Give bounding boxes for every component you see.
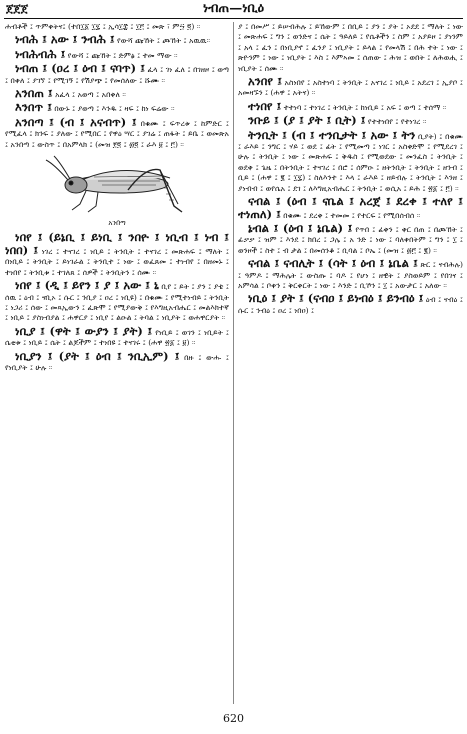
entry-body: ዕብ ፤ ናብዕ ፤ ሱር ፤ ንብዕ ፤ ዐረ ፤ ነበዐ) ፤ <box>238 295 463 315</box>
entry-body: ሐብቶች ፤ ጥምቀትና፤ (ተበ፲፩ ፲፯ ፤ ኢሳ፲፰ ፤ ፲፫ ፤ መጽ ፣ ም፵ ፬) ። <box>5 22 201 31</box>
locust-illustration <box>5 154 229 216</box>
entry-body: ቢየ ፤ ይት ፤ ያን ፤ ያቴ ፤ ሰዉ ፤ ዕብ ፤ ናቢኦ ፤ ሱር ፤ ንቢያ ፤ ዐረ ፤ ነቢዩ) ፤ በቁሙ ፤ የሚተነብይ ፤ ትንቢት ፤ ነጋሪ ፤ ሰው ፤ መጻኢውን ፤ ፈጽሞ ፤ የሚያውቅ ፤ የእግዚአብሔር ፤ መልእክተኛ ፤ ነቢይ ፤ ያስነብያል ፤ ሐዋርያ ፤ ነቢየ ፤ ልዑል ፤ ትባል ፤ ነቢያት ፤ ወሐዋርያት ። <box>5 282 229 323</box>
dictionary-entry <box>5 46 229 61</box>
entry-headword: አንበጠ ፤ <box>15 86 53 101</box>
dictionary-entry <box>5 88 229 100</box>
dictionary-entry <box>5 348 229 374</box>
entry-headword: ናብል ፤ ናብሊት ፤ (ሳት ፤ ዕብ ፤ ኔቤል ፤ <box>248 256 418 271</box>
entry-body: የነቢይ ፤ ወገን ፤ ነቢይት ፤ ሴቲቱ ፤ ነቢይ ፤ ሴት ፤ ልጆችም ፤ ተነበዩ ፤ ተናገሩ ፤ (ሐዋ ፳፩ ፤ ፱) ። <box>5 327 229 348</box>
dictionary-entry <box>238 196 463 221</box>
dictionary-entry <box>5 22 229 32</box>
entry-headword: ነብጠ ፤ (ዐረ ፤ ዕብ ፤ ናባጥ) ፤ <box>15 61 145 76</box>
column-divider <box>233 22 234 704</box>
dictionary-entry <box>5 323 229 349</box>
dictionary-entry <box>238 127 463 194</box>
entry-headword: ናብል ፤ (ዕብ ፤ ናቤል ፤ አረጀ ፤ ደረቀ ፤ ተለየ ፤ ተነጠለ) ፤ <box>238 194 463 221</box>
entry-headword: ትንቢት ፤ (ብ ፤ ተንቢታት ፤ አው ፤ ትን <box>248 127 416 142</box>
entry-headword: አንበየ ፤ <box>248 74 282 89</box>
entry-body: የጥበ ፤ ፊቀን ፤ ቀር በጠ ፤ በጮኸት ፤ ፊቃቃ ፤ ዝም ፤ እንደ ፤ ክበረ ፤ ጋሌ ፤ አ ንድ ፤ ነው ፤ ባለቀበትም ፤ ግን ፤ ፲ ፤ ወንዞች ፤ ስተ ፤ ብ ታል ፤ በመሰንቆ ፤ ቢባል ፤ ቦኤ ፤ (መዝ ፤ ፴፫ ፤ ፪) ። <box>238 224 463 255</box>
dictionary-entry <box>5 114 229 150</box>
entry-headword: ነቢዕ ፤ ያት ፤ (ናብዐ ፤ ይነብዕ ፤ ይንብዕ ፤ <box>248 291 424 306</box>
entry-headword: አንበጣ ፤ (ብ ፤ አናብጥ) ፤ <box>15 114 137 129</box>
dictionary-entry <box>238 293 463 316</box>
entry-body: ቢያት) ፤ በቁሙ ፤ ራእይ ፤ ንግር ፤ ሃይ ፤ ወደ ፤ ፊት ፤ የሚመጣ ፤ ነገር ፤ አስቀድሞ ፤ የሚደረገ ፤ ሁሉ ፤ ትንቢት ፤ ነው ፤ መጽሐፍ ፤ ቅዱስ ፤ የሚወደው ፤ መንፈስ ፤ ትንቢት ፤ ወደቀ ፤ ጌዜ ፤ በትንቢት ፤ ተናገረ ፤ በሮ ፤ ሰምዑ ፤ ዘትንቢት ፤ ትንቢት ፤ ዘንብ ፤ ቢይ ፤ (ሐዋ ፤ ፪ ፤ ፲፯) ፤ ስለእንተ ፤ እላ ፤ ራእይ ፤ ዘይብሉ ፤ ትንቢት ፤ እንዘ ፤ ያነብብ ፤ ወየሴአ ፤ ደገ ፤ ለእግዚአብሔር ፤ ትንቢት ፤ ወሲአ ፤ ይሕ ፤ ፳፩ ፤ ፫) ። <box>238 131 463 193</box>
entry-headword: ንቡይ ፤ (ያ ፤ ያት ፤ ቢት) ፤ <box>248 113 366 128</box>
entry-body: ያ ፤ በመሥ ፤ ይሠብሕሉ ፤ ይኸውም ፤ በቢይ ፤ ያን ፤ ያት ፤ ኦደደ ፤ ማለት ፤ ነው ፤ መጽሐፍ ፤ ግን ፤ ወንድና ፤ ሴት ፤ ዓይለይ ፤ የሴቶችን ፤ ስም ፤ አያይዞ ፤ ያነንም ፤ አላ ፤ ፈን ፤ በነቢያኖ ፤ ፈንያ ፤ ነቢያት ፤ ይላል ፤ የመላሽ ፤ በሕ ተት ፤ ነው ፤ ጽዮንም ፤ ነው ፤ ነቢያት ፤ እስ ፤ እምኣመ ፤ ሰጠው ፤ ሕዝ ፤ ወበት ፤ ለሕወሒ ፤ ነቢያት ፤ ሰሙ ። <box>238 22 463 73</box>
entry-body: ፈላ ፤ ገነ ፈለ ፤ በገዘዞ ፤ ወጣ ፤ በቀለ ፤ ያገኘ ፤ የሚገኝ ፤ የሽያጭ ፤ የመሰለው ፤ ሹሙ ። <box>5 65 229 85</box>
entry-headword: ነቢያን ፤ (ያት ፤ ዕብ ፤ ንቢኢም) ፤ <box>15 348 180 363</box>
running-head: ነብጠ—ነቢዕ <box>202 1 265 16</box>
dictionary-entry <box>5 63 229 86</box>
dictionary-entry <box>238 220 463 256</box>
header-rule <box>4 18 463 19</box>
entry-headword: ነበየ ፤ (ዲ ፤ ይየን ፤ ያ ፤ አው ፤ ኒ <box>15 278 159 293</box>
dictionary-entry <box>5 34 229 46</box>
locust-icon <box>42 154 192 216</box>
dictionary-entry <box>5 102 229 114</box>
page-header <box>0 0 467 18</box>
dictionary-entry <box>238 258 463 291</box>
page-number: 620 <box>223 712 244 725</box>
entry-body: የውሻ ጩኸት ፤ ጮኸት ፤ አዉዉ። <box>117 36 211 46</box>
entry-body: በቁሙ ፤ ደረቀ ፤ ተመመ ፤ የተርፍ ፤ የሚበሰብሰ ። <box>283 210 421 220</box>
entry-headword: ነበየ ፤ (ይኔቢ ፤ ይነቢ ፤ ንበዮ ፤ ነቢብ ፤ ነብ ፤ ነበበ) ፤ <box>5 230 229 257</box>
right-column <box>238 22 463 704</box>
entry-body: ጽር ፤ ናብሕሉ) ፤ ዓምዶ ፤ ማሕሌት ፤ ውስጡ ፤ ባዶ ፤ የሆነ ፤ ዘዊት ፤ ያስወይም ፤ የበገና ፤ አምሳል ፤ ቦቀን ፤ ቅርቀርት ፤ ነው ፤ እንድ ፤ ቢኾን ፤ ፲ ፤ አውታር ፤ አለው ። <box>238 260 463 290</box>
entry-body: ነገረ ፤ ተናገረ ፤ ነቢይ ፤ ትንቢት ፤ ተናገረ ፤ መጽሐፍ ፤ ማለት ፤ በነቢይ ፤ ትንቢት ፤ ይነገራል ፤ ትንቢተ ፤ ነው ፤ ወፈጸመ ፤ ተነብየ ፤ በዘመኑ ፤ ተነበየ ፤ ትንቢቱ ፤ ተገለጸ ፤ ሰዎች ፤ ትንቢትን ፤ ሰሙ ። <box>5 246 229 277</box>
dictionary-entry <box>238 115 463 127</box>
dictionary-entry <box>238 98 463 113</box>
entry-headword: ተነበየ ፤ <box>248 98 282 113</box>
entry-body: በቁሙ ፤ ፍጥረቱ ፤ ከምድር ፤ የሚፈላ ፤ ክንፍ ፤ ያለው ፤ የሚበር ፤ የዋዕ ሣር ፤ ያገሬ ፤ ጠፋት ፤ ይቤ ፤ ወመጽአ ፤ አንበጣ ፤ ውስጥ ፤ በአምላክ ፤ (መዝ ፻፬ ፤ ፴፬ ፤ ራእ ፱ ፤ ፫) ። <box>5 118 229 149</box>
entry-body: የተተነበየ ፤ የተነገረ ። <box>367 117 427 127</box>
entry-headword: ነቢያ ፤ (ዋት ፤ ውያን ፤ ያት) ፤ <box>15 323 153 338</box>
figure-caption: አንበጣ <box>108 219 126 228</box>
entry-headword: ነብሕ ፤ አው ፤ ንብሕ ፤ <box>15 32 115 47</box>
header-left-mark: ጀጀጀ <box>6 2 29 15</box>
entry-body: አፈላ ፤ አወጣ ፤ አበቀለ ። <box>55 90 126 100</box>
entry-body: በውኑ ፤ ያወጣ ፤ እንዱ ፤ ዛፍ ፤ ከነ ፍሬው ። <box>54 104 175 114</box>
entry-body: የውሻ ፤ ጩኸት ፤ ድምፅ ፤ ተመ ማው ። <box>67 50 178 60</box>
entry-headword: ነብሕብሕ ፤ <box>15 46 66 61</box>
dictionary-entry <box>5 280 229 324</box>
dictionary-entry <box>238 76 463 99</box>
entry-body: ተተነባ ፤ ተነገረ ፤ ትንቢት ፤ ከነቢይ ፤ አፍ ፤ ወጣ ፤ ተሰማ ። <box>283 102 447 112</box>
entry-headword: እንበጥ ፤ <box>15 100 52 115</box>
entry-body: አስነበየ ፤ አስተነባ ፤ ትንቢት ፤ አናገረ ፤ ነቢይ ፤ አደረገ ፤ ኢያቦ ፤ አመዛኙን ፤ (ሐዋ ፤ አትና) ። <box>238 78 463 98</box>
dictionary-entry <box>238 22 463 74</box>
dictionary-entry <box>5 232 229 278</box>
entry-body: በዙ ፤ ውሑ ፤ የነቢያት ፤ ሁሉ ። <box>5 352 229 372</box>
left-column <box>5 22 229 704</box>
entry-headword: ኔብል ፤ (ዕብ ፤ ኔቤል) ፤ <box>248 220 353 235</box>
